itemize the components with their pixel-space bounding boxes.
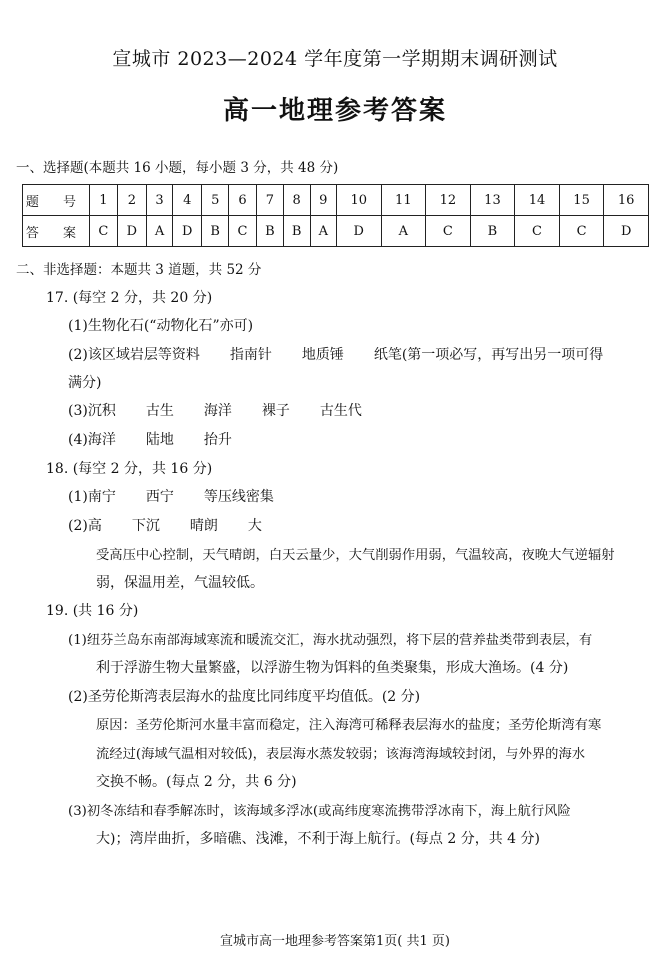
question-number: 2 xyxy=(117,185,146,216)
answer-cell: D xyxy=(604,216,649,247)
answer-cell: A xyxy=(381,216,426,247)
answer-item: (2)该区域岩层等资料 xyxy=(68,347,200,363)
answer-item: (3)沉积 xyxy=(68,403,116,419)
q18-explanation-line-2: 弱，保温用差，气温较低。 xyxy=(96,575,264,591)
q18-answer-2 xyxy=(68,515,262,535)
q18-answer-1 xyxy=(68,486,274,506)
answer-item: 地质锤 xyxy=(301,347,344,363)
document-subtitle: 高一地理参考答案 xyxy=(222,96,447,126)
q18-heading: 18. (每空 2 分，共 16 分) xyxy=(46,461,213,477)
answer-cell: C xyxy=(559,216,604,247)
question-number: 7 xyxy=(256,185,283,216)
q19-answer-2-line-2: 原因：圣劳伦斯河水量丰富而稳定，注入海湾可稀释表层海水的盐度；圣劳伦斯湾有寒 xyxy=(96,718,602,733)
q19-answer-3-line-2: 大)；湾岸曲折，多暗礁、浅滩，不利于海上航行。(每点 2 分，共 4 分) xyxy=(96,831,540,847)
answer-cell: B xyxy=(202,216,229,247)
question-number: 15 xyxy=(559,185,604,216)
q19-answer-3-line-1: (3)初冬冻结和春季解冻时，该海域多浮冰(或高纬度寒流携带浮冰南下，海上航行风险 xyxy=(68,804,571,819)
question-number: 12 xyxy=(426,185,471,216)
answer-cell: B xyxy=(256,216,283,247)
answer-table-number-row xyxy=(23,185,649,216)
answer-cell: B xyxy=(283,216,310,247)
q19-answer-2-line-3: 流经过(海域气温相对较低)，表层海水蒸发较弱；该海湾海域较封闭，与外界的海水 xyxy=(96,747,586,762)
answer-item: (1)南宁 xyxy=(68,489,116,505)
question-number: 6 xyxy=(229,185,257,216)
answer-item: 晴朗 xyxy=(189,518,218,534)
answer-item: 海洋 xyxy=(203,403,232,419)
answer-table xyxy=(22,184,649,247)
row-label-answer: 答 案 xyxy=(23,216,90,247)
q19-answer-1-line-2: 利于浮游生物大量繁盛，以浮游生物为饵料的鱼类聚集，形成大渔场。(4 分) xyxy=(96,660,569,676)
question-number: 11 xyxy=(381,185,426,216)
question-number: 14 xyxy=(515,185,560,216)
answer-item: 西宁 xyxy=(145,489,174,505)
section2-heading: 二、非选择题：本题共 3 道题，共 52 分 xyxy=(16,262,262,278)
answer-cell: C xyxy=(90,216,118,247)
page-footer: 宣城市高一地理参考答案第1页( 共1 页) xyxy=(220,934,450,949)
q19-answer-2-line-1: (2)圣劳伦斯湾表层海水的盐度比同纬度平均值低。(2 分) xyxy=(68,689,421,705)
question-number: 5 xyxy=(202,185,229,216)
answer-item: 指南针 xyxy=(229,347,272,363)
answer-cell: A xyxy=(310,216,336,247)
question-number: 10 xyxy=(336,185,381,216)
q17-answer-4 xyxy=(68,429,232,449)
q17-answer-3 xyxy=(68,400,362,420)
answer-cell: D xyxy=(173,216,202,247)
q19-answer-1-line-1: (1)纽芬兰岛东南部海域寒流和暖流交汇，海水扰动强烈，将下层的营养盐类带到表层，有 xyxy=(68,633,593,648)
question-number: 9 xyxy=(310,185,336,216)
answer-item: 陆地 xyxy=(145,432,174,448)
answer-item: 下沉 xyxy=(131,518,160,534)
answer-item: (2)高 xyxy=(68,518,102,534)
answer-table-answer-row xyxy=(23,216,649,247)
q17-heading: 17. (每空 2 分，共 20 分) xyxy=(46,290,213,306)
question-number: 3 xyxy=(146,185,172,216)
answer-item: 大 xyxy=(247,518,262,534)
question-number: 4 xyxy=(173,185,202,216)
q17-answer-2-continued: 满分) xyxy=(68,375,102,391)
answer-item: 纸笔(第一项必写，再写出另一项可得 xyxy=(373,347,604,363)
answer-item: 等压线密集 xyxy=(203,489,274,505)
q17-answer-1: (1)生物化石(“动物化石”亦可) xyxy=(68,318,254,334)
section1-heading: 一、选择题(本题共 16 小题，每小题 3 分，共 48 分) xyxy=(16,160,339,176)
answer-cell: D xyxy=(336,216,381,247)
question-number: 13 xyxy=(470,185,515,216)
q17-answer-2 xyxy=(68,344,603,364)
document-title: 宣城市 2023—2024 学年度第一学期期末调研测试 xyxy=(112,48,558,70)
answer-cell: D xyxy=(117,216,146,247)
question-number: 8 xyxy=(283,185,310,216)
q19-heading: 19. (共 16 分) xyxy=(46,603,139,619)
row-label-question: 题 号 xyxy=(23,185,90,216)
answer-cell: A xyxy=(146,216,172,247)
answer-item: 古生 xyxy=(145,403,174,419)
question-number: 16 xyxy=(604,185,649,216)
answer-cell: C xyxy=(426,216,471,247)
q19-answer-2-line-4: 交换不畅。(每点 2 分，共 6 分) xyxy=(96,774,297,790)
answer-cell: C xyxy=(229,216,257,247)
answer-cell: C xyxy=(515,216,560,247)
answer-item: 抬升 xyxy=(203,432,232,448)
answer-item: 裸子 xyxy=(261,403,290,419)
q18-explanation-line-1: 受高压中心控制，天气晴朗，白天云量少，大气削弱作用弱，气温较高，夜晚大气逆辐射 xyxy=(96,548,615,563)
answer-item: (4)海洋 xyxy=(68,432,116,448)
answer-cell: B xyxy=(470,216,515,247)
answer-item: 古生代 xyxy=(319,403,362,419)
question-number: 1 xyxy=(90,185,118,216)
